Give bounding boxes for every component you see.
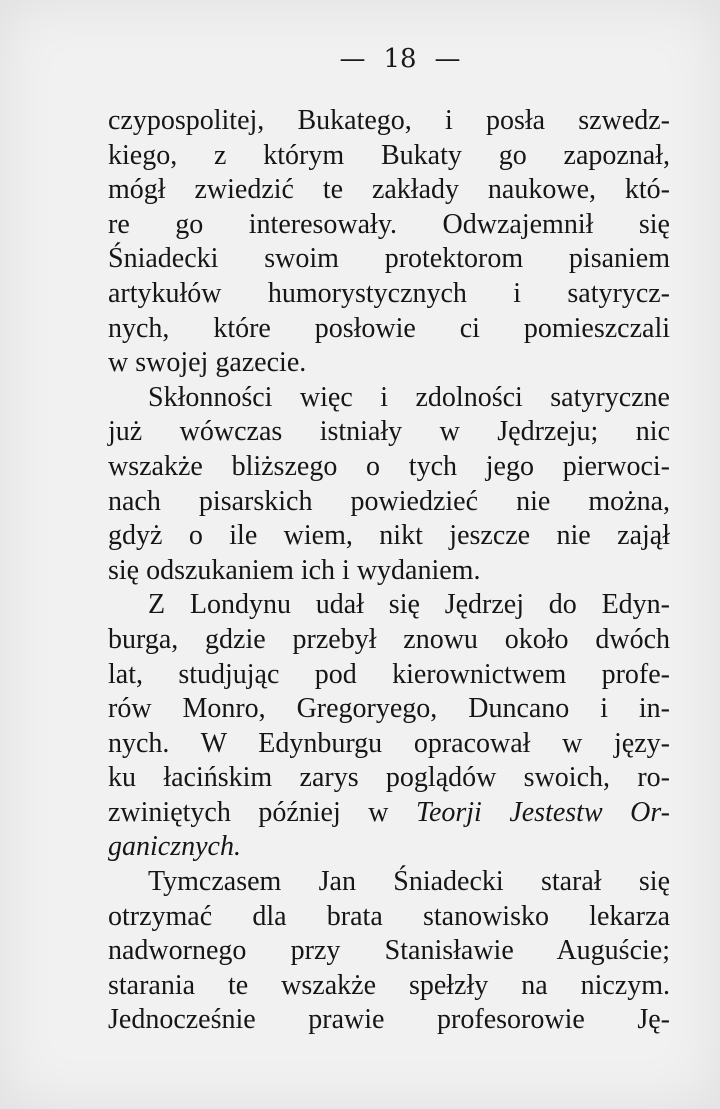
text-line-14: się odszukaniem ich i wydaniem.	[108, 554, 481, 586]
text-line-20: ku łacińskim zarys poglądów swoich, ro-	[108, 762, 670, 794]
text-line-8: w swojej gazecie.	[108, 347, 307, 379]
text-line-21-regular: zwiniętych później w	[108, 796, 389, 828]
text-line-27: Jednocześnie prawie profesorowie Ję-	[108, 1004, 670, 1036]
page-number: 18	[383, 44, 417, 74]
text-line-10: już wówczas istniały w Jędrzeju; nic	[108, 416, 670, 448]
text-line-18: rów Monro, Gregoryego, Duncano i in-	[108, 693, 670, 725]
text-line-25: nadwornego przy Stanisławie Auguście;	[108, 935, 670, 967]
text-line-24: otrzymać dla brata stanowisko lekarza	[108, 900, 670, 932]
text-line-21-italic: Teorji Jestestw Or-	[415, 796, 671, 828]
text-line-23: Tymczasem Jan Śniadecki starał się	[148, 866, 670, 898]
body-text	[108, 104, 670, 1038]
text-line-5: Śniadecki swoim protektorom pisaniem	[108, 243, 670, 275]
text-line-2: kiego, z którym Bukaty go zapoznał,	[108, 139, 670, 171]
text-line-26: starania te wszakże spełzły na niczym.	[108, 969, 670, 1001]
text-line-4: re go interesowały. Odwzajemnił się	[108, 208, 670, 240]
text-line-16: burga, gdzie przebył znowu około dwóch	[108, 623, 670, 655]
text-line-17: lat, studjując pod kierownictwem profe-	[108, 658, 670, 690]
text-line-19: nych. W Edynburgu opracował w języ-	[108, 727, 670, 759]
text-line-12: nach pisarskich powiedzieć nie można,	[108, 485, 670, 517]
text-line-3: mógł zwiedzić te zakłady naukowe, któ-	[108, 174, 670, 206]
text-line-22: ganicznych.	[108, 831, 241, 863]
text-line-6: artykułów humorystycznych i satyrycz-	[108, 277, 670, 309]
page-header	[0, 44, 720, 74]
text-line-1: czypospolitej, Bukatego, i posła szwedz-	[108, 105, 670, 136]
text-line-11: wszakże bliższego o tych jego pierwoci-	[108, 450, 670, 482]
text-line-7: nych, które posłowie ci pomieszczali	[108, 312, 670, 344]
text-line-13: gdyż o ile wiem, nikt jeszcze nie zajął	[108, 520, 670, 552]
text-line-9: Skłonności więc i zdolności satyryczne	[148, 381, 670, 413]
header-dash-left: —	[339, 44, 366, 74]
header-dash-right: —	[434, 44, 461, 74]
text-line-21	[108, 796, 670, 831]
text-line-15: Z Londynu udał się Jędrzej do Edyn-	[148, 589, 670, 621]
